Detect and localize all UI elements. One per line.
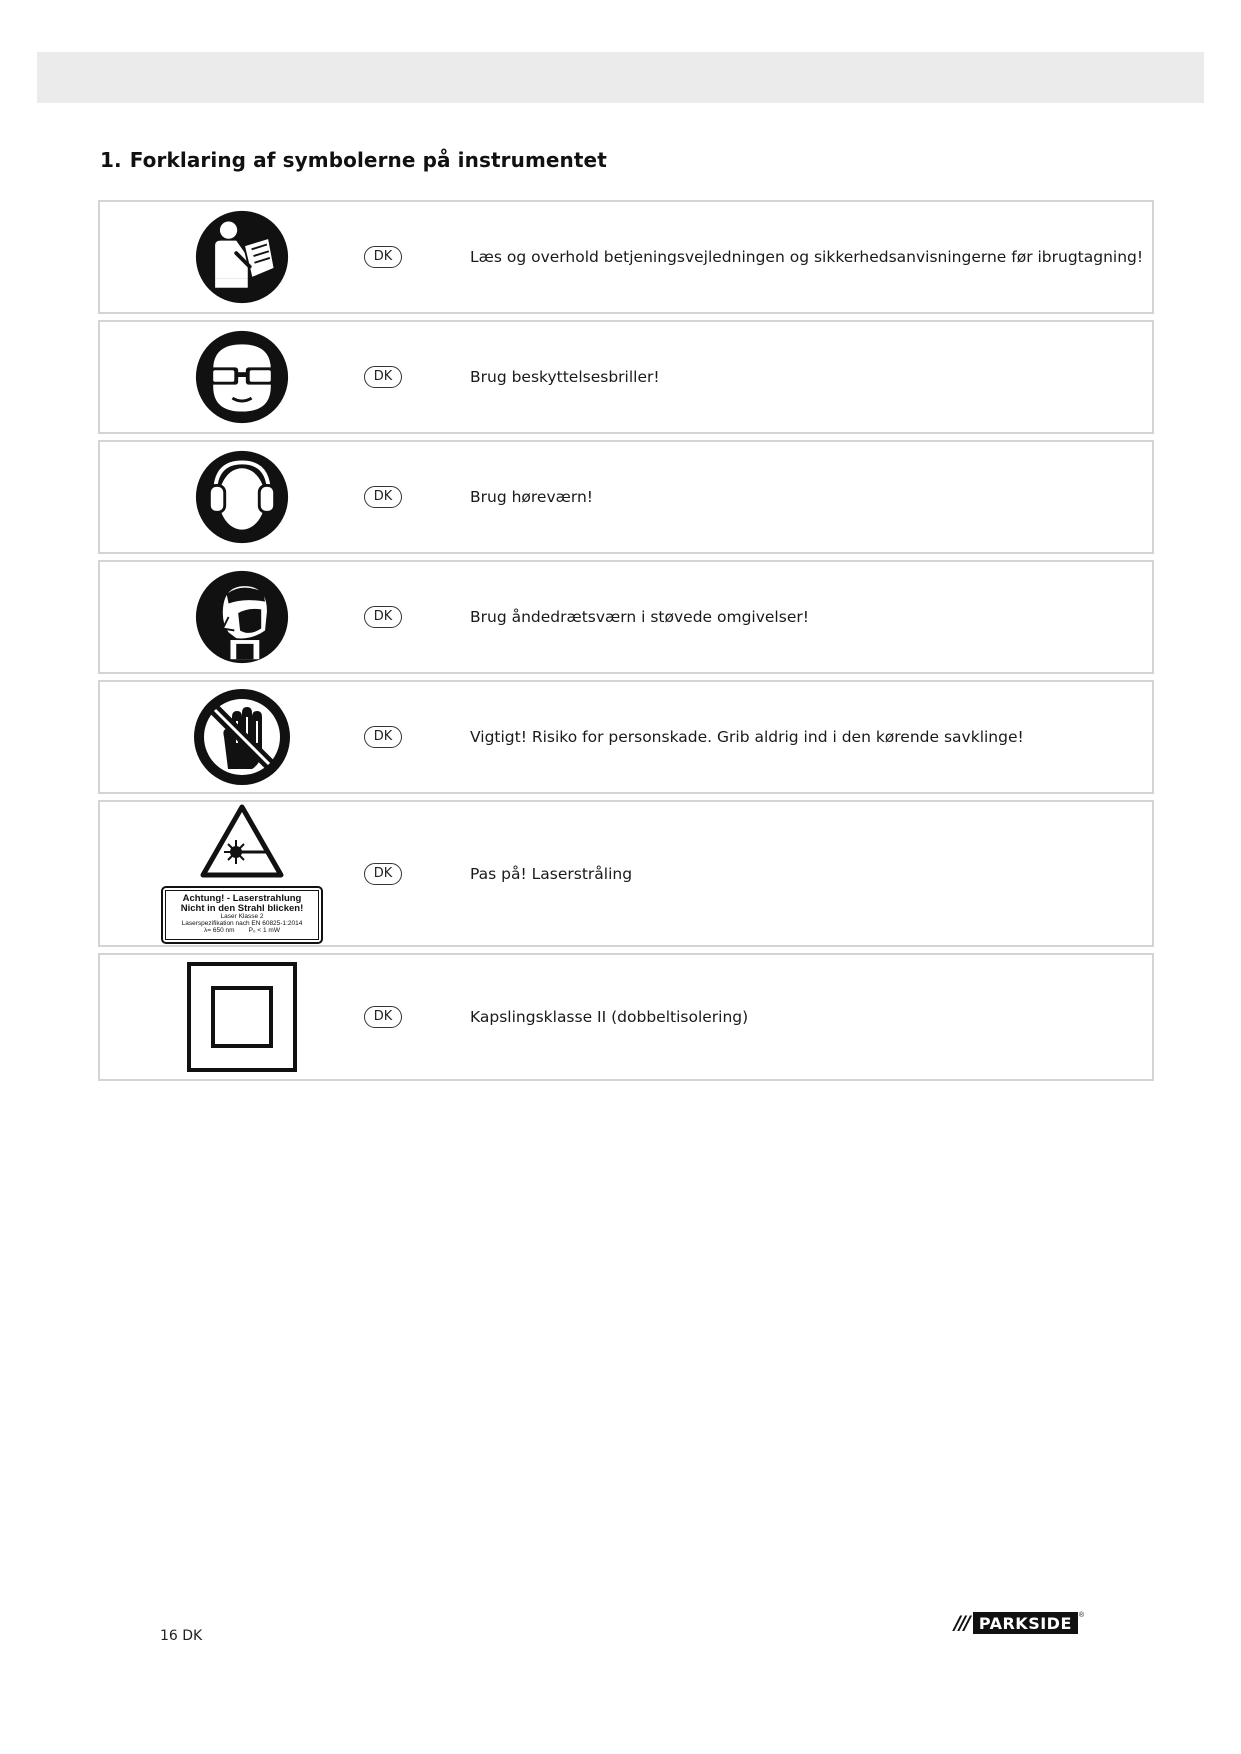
laser-warning-label bbox=[161, 886, 323, 944]
symbol-row-respirator bbox=[98, 560, 1154, 674]
section-title bbox=[100, 148, 607, 172]
section-title-text: Forklaring af symbolerne på instrumentet bbox=[129, 148, 607, 172]
safety-goggles-icon bbox=[142, 322, 342, 432]
respirator-mask-icon bbox=[142, 562, 342, 672]
laser-wavelength: λ= 650 nm bbox=[204, 926, 235, 934]
symbol-description: Brug høreværn! bbox=[470, 488, 594, 506]
symbol-description: Læs og overhold betjeningsvejledningen og sikkerhedsanvisningerne før ibrugtagning! bbox=[470, 248, 1144, 266]
symbol-row-laser-warning bbox=[98, 800, 1154, 947]
header-band bbox=[37, 52, 1204, 103]
lang-badge: DK bbox=[364, 486, 402, 508]
brand-logo bbox=[952, 1612, 1084, 1634]
laser-label-line: Laser Klasse 2 bbox=[220, 913, 264, 921]
symbol-description: Kapslingsklasse II (dobbeltisolering) bbox=[470, 1008, 749, 1026]
page-number: 16 DK bbox=[160, 1628, 203, 1644]
symbol-description: Vigtigt! Risiko for personskade. Grib aldrig ind i den kørende savklinge! bbox=[470, 728, 1024, 746]
lang-badge: DK bbox=[364, 366, 402, 388]
symbol-description: Brug åndedrætsværn i støvede omgivelser! bbox=[470, 608, 809, 626]
laser-triangle-icon bbox=[200, 804, 284, 878]
brand-trademark: ® bbox=[1078, 1612, 1085, 1619]
laser-label-line: Laserspezifikation nach EN 60825-1:2014 bbox=[181, 920, 303, 928]
no-hands-icon bbox=[142, 682, 342, 792]
symbol-row-safety-goggles bbox=[98, 320, 1154, 434]
ear-protection-icon bbox=[142, 442, 342, 552]
read-manual-icon bbox=[142, 202, 342, 312]
double-insulation-icon bbox=[142, 955, 342, 1079]
lang-badge: DK bbox=[364, 606, 402, 628]
lang-badge: DK bbox=[364, 246, 402, 268]
symbol-description: Pas på! Laserstråling bbox=[470, 864, 633, 883]
laser-label-spec bbox=[204, 928, 280, 935]
laser-label-line: Achtung! - Laserstrahlung bbox=[182, 893, 302, 905]
symbol-row-no-hands bbox=[98, 680, 1154, 794]
laser-power: P₀ < 1 mW bbox=[248, 926, 280, 934]
symbol-row-ear-protection bbox=[98, 440, 1154, 554]
symbol-table bbox=[98, 200, 1154, 1087]
lang-badge: DK bbox=[364, 863, 402, 885]
laser-warning-icon bbox=[142, 802, 342, 945]
symbol-row-double-insulation bbox=[98, 953, 1154, 1081]
lang-badge: DK bbox=[364, 1006, 402, 1028]
symbol-description: Brug beskyttelsesbriller! bbox=[470, 368, 660, 386]
lang-badge: DK bbox=[364, 726, 402, 748]
symbol-row-read-manual bbox=[98, 200, 1154, 314]
section-number: 1. bbox=[100, 148, 122, 172]
laser-label-line: Nicht in den Strahl blicken! bbox=[180, 903, 304, 915]
brand-slashes: /// bbox=[954, 1612, 969, 1634]
brand-name: PARKSIDE bbox=[973, 1612, 1078, 1634]
